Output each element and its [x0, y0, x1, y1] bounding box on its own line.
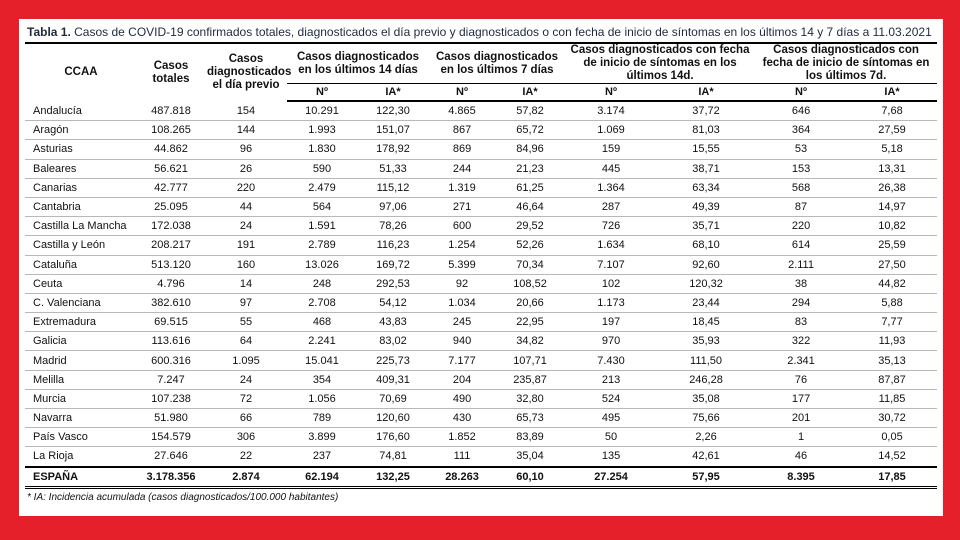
table-cell: 430: [429, 409, 495, 428]
table-cell: 26,38: [847, 178, 937, 197]
table-cell: 35,08: [657, 389, 755, 408]
header-ia: IA*: [847, 84, 937, 102]
row-ccaa-name: Asturias: [25, 140, 137, 159]
table-cell: 122,30: [357, 101, 429, 121]
table-cell: 42.777: [137, 178, 205, 197]
table-cell: 27.646: [154, 450, 188, 463]
table-cell: 245: [429, 313, 495, 332]
table-cell: 87,87: [847, 370, 937, 389]
caption-text: Casos de COVID-19 confirmados totales, diagnosticados el día previo y diagnosticados o con fecha de inicio de síntomas en los últimos 14 y 7 días a 11.03.2021: [70, 25, 932, 39]
table-row: [25, 274, 937, 293]
table-cell: 74,81: [379, 450, 407, 463]
table-cell: 97,06: [357, 197, 429, 216]
table-cell: 22: [239, 450, 253, 463]
table-cell: 1.364: [565, 178, 657, 197]
table-cell: 4.796: [137, 274, 205, 293]
table-cell: 32,80: [495, 389, 565, 408]
table-row: [25, 140, 937, 159]
table-cell: 220: [205, 178, 287, 197]
table-cell: 1.254: [429, 236, 495, 255]
table-row: [25, 293, 937, 312]
table-cell: 51.980: [137, 409, 205, 428]
table-cell: 69.515: [137, 313, 205, 332]
table-cell: 13,31: [847, 159, 937, 178]
table-cell: 5,18: [847, 140, 937, 159]
row-ccaa-name: Melilla: [25, 370, 137, 389]
table-cell: 590: [287, 159, 357, 178]
table-cell: 113.616: [137, 332, 205, 351]
table-cell: 52,26: [495, 236, 565, 255]
table-cell: 61,25: [495, 178, 565, 197]
table-cell: 294: [755, 293, 847, 312]
table-cell: 524: [565, 389, 657, 408]
table-cell: 248: [287, 274, 357, 293]
table-cell: 2.789: [287, 236, 357, 255]
table-body: [25, 101, 937, 467]
table-cell: 445: [565, 159, 657, 178]
row-ccaa-name: Ceuta: [25, 274, 137, 293]
table-cell: 78,26: [357, 217, 429, 236]
table-cell: 11,93: [847, 332, 937, 351]
table-cell: 144: [205, 121, 287, 140]
table-row: [25, 197, 937, 216]
table-cell: 84,96: [495, 140, 565, 159]
table-cell: 102: [565, 274, 657, 293]
header-ccaa: CCAA: [25, 43, 137, 101]
total-label: ESPAÑA: [25, 467, 137, 488]
row-ccaa-name: Cantabria: [25, 197, 137, 216]
table-row: [25, 409, 937, 428]
table-cell: 92: [429, 274, 495, 293]
total-cell: 28.263: [429, 467, 495, 488]
total-cell: 57,95: [657, 467, 755, 488]
table-cell: 1.173: [565, 293, 657, 312]
table-cell: 53: [755, 140, 847, 159]
table-cell: 1.069: [565, 121, 657, 140]
table-cell: 246,28: [657, 370, 755, 389]
table-cell: 3.899: [287, 428, 357, 447]
table-cell: 564: [287, 197, 357, 216]
table-cell: 35,93: [657, 332, 755, 351]
total-cell: 2.874: [205, 467, 287, 488]
table-cell: 92,60: [657, 255, 755, 274]
table-cell: 1: [755, 428, 847, 447]
table-cell: 940: [429, 332, 495, 351]
table-cell: 191: [205, 236, 287, 255]
table-cell: 10,82: [847, 217, 937, 236]
table-cell: 7,77: [847, 313, 937, 332]
table-cell: 18,45: [657, 313, 755, 332]
header-n: Nº: [429, 84, 495, 102]
table-cell: 27,59: [847, 121, 937, 140]
table-cell: 24: [205, 370, 287, 389]
table-cell: 34,82: [495, 332, 565, 351]
table-caption: [25, 25, 937, 39]
total-cell: 8.395: [755, 467, 847, 488]
table-cell: 1.034: [429, 293, 495, 312]
row-ccaa-name: País Vasco: [25, 428, 137, 447]
table-row: [25, 447, 937, 467]
table-cell: 225,73: [357, 351, 429, 370]
table-cell: 42,61: [692, 450, 720, 463]
total-cell: 17,85: [847, 467, 937, 488]
total-cell: 60,10: [495, 467, 565, 488]
table-cell: 111,50: [657, 351, 755, 370]
table-cell: 169,72: [357, 255, 429, 274]
table-cell: 151,07: [357, 121, 429, 140]
table-cell: 306: [205, 428, 287, 447]
table-cell: 25,59: [847, 236, 937, 255]
header-sint7: Casos diagnosticados con fecha de inicio de síntomas en los últimos 7d.: [755, 43, 937, 84]
table-cell: 107,71: [495, 351, 565, 370]
row-ccaa-name: Canarias: [25, 178, 137, 197]
table-cell: 81,03: [657, 121, 755, 140]
table-cell: 153: [755, 159, 847, 178]
table-cell: 44: [205, 197, 287, 216]
table-cell: 237: [312, 450, 332, 463]
table-cell: 2.341: [755, 351, 847, 370]
table-cell: 20,66: [495, 293, 565, 312]
table-row: [25, 101, 937, 121]
table-cell: 1.634: [565, 236, 657, 255]
row-ccaa-name: Extremadura: [25, 313, 137, 332]
table-cell: 37,72: [657, 101, 755, 121]
row-ccaa-name: La Rioja: [33, 450, 74, 463]
row-ccaa-name: Cataluña: [25, 255, 137, 274]
table-cell: 468: [287, 313, 357, 332]
total-cell: 3.178.356: [137, 467, 205, 488]
table-cell: 107.238: [137, 389, 205, 408]
table-cell: 154.579: [137, 428, 205, 447]
table-cell: 21,23: [495, 159, 565, 178]
table-cell: 2.111: [755, 255, 847, 274]
covid-cases-table: [25, 42, 937, 489]
table-cell: 354: [287, 370, 357, 389]
table-cell: 111: [453, 450, 471, 463]
table-cell: 50: [565, 428, 657, 447]
header-previo: Casos diagnosticados el día previo: [205, 43, 287, 101]
total-cell: 62.194: [287, 467, 357, 488]
table-cell: 287: [565, 197, 657, 216]
table-cell: 57,82: [495, 101, 565, 121]
table-cell: 66: [205, 409, 287, 428]
table-cell: 44.862: [137, 140, 205, 159]
table-cell: 120,32: [657, 274, 755, 293]
table-cell: 235,87: [495, 370, 565, 389]
table-cell: 409,31: [357, 370, 429, 389]
row-ccaa-name: Navarra: [25, 409, 137, 428]
table-cell: 220: [755, 217, 847, 236]
table-cell: 1.993: [287, 121, 357, 140]
table-cell: 23,44: [657, 293, 755, 312]
table-row: [25, 236, 937, 255]
table-cell: 495: [565, 409, 657, 428]
table-cell: 867: [429, 121, 495, 140]
table-cell: 869: [429, 140, 495, 159]
table-cell: 27,50: [847, 255, 937, 274]
table-cell: 83: [755, 313, 847, 332]
table-cell: 177: [755, 389, 847, 408]
table-cell: 26: [205, 159, 287, 178]
table-cell: 25.095: [137, 197, 205, 216]
table-cell: 55: [205, 313, 287, 332]
table-cell: 1.830: [287, 140, 357, 159]
table-cell: 70,69: [357, 389, 429, 408]
table-cell: 63,34: [657, 178, 755, 197]
row-ccaa-name: C. Valenciana: [25, 293, 137, 312]
table-row: [25, 389, 937, 408]
footnote: * IA: Incidencia acumulada (casos diagnosticados/100.000 habitantes): [27, 491, 339, 503]
table-cell: 7.107: [565, 255, 657, 274]
table-cell: 292,53: [357, 274, 429, 293]
table-cell: 68,10: [657, 236, 755, 255]
table-cell: 364: [755, 121, 847, 140]
table-cell: 14: [205, 274, 287, 293]
table-cell: 108.265: [137, 121, 205, 140]
table-cell: 14,97: [847, 197, 937, 216]
table-row: [25, 332, 937, 351]
table-cell: 22,95: [495, 313, 565, 332]
table-cell: 568: [755, 178, 847, 197]
table-cell: 1.056: [287, 389, 357, 408]
row-ccaa-name: Castilla y León: [25, 236, 137, 255]
table-cell: 970: [565, 332, 657, 351]
table-cell: 49,39: [657, 197, 755, 216]
table-cell: 322: [755, 332, 847, 351]
row-ccaa-name: Galicia: [25, 332, 137, 351]
table-cell: 65,72: [495, 121, 565, 140]
table-row: [25, 121, 937, 140]
table-cell: 46: [794, 450, 808, 463]
table-cell: 13.026: [287, 255, 357, 274]
table-cell: 213: [565, 370, 657, 389]
table-cell: 7.247: [137, 370, 205, 389]
table-cell: 159: [565, 140, 657, 159]
table-cell: 51,33: [357, 159, 429, 178]
table-cell: 120,60: [357, 409, 429, 428]
table-cell: 726: [565, 217, 657, 236]
table-cell: 64: [205, 332, 287, 351]
table-cell: 600: [429, 217, 495, 236]
table-cell: 2,26: [657, 428, 755, 447]
row-ccaa-name: Castilla La Mancha: [25, 217, 137, 236]
table-cell: 1.319: [429, 178, 495, 197]
table-cell: 154: [205, 101, 287, 121]
table-cell: 2.708: [287, 293, 357, 312]
table-cell: 3.174: [565, 101, 657, 121]
table-cell: 382.610: [137, 293, 205, 312]
header-totales: Casos totales: [137, 43, 205, 101]
table-cell: 87: [755, 197, 847, 216]
total-cell: 27.254: [565, 467, 657, 488]
table-cell: 646: [755, 101, 847, 121]
header-diag7: Casos diagnosticados en los últimos 7 días: [429, 43, 565, 84]
table-row: [25, 255, 937, 274]
table-cell: 4.865: [429, 101, 495, 121]
table-cell: 7.430: [565, 351, 657, 370]
table-row: [25, 428, 937, 447]
table-cell: 75,66: [657, 409, 755, 428]
row-ccaa-name: Murcia: [25, 389, 137, 408]
table-row: [25, 178, 937, 197]
header-sint14: Casos diagnosticados con fecha de inicio de síntomas en los últimos 14d.: [565, 43, 755, 84]
header-ia: IA*: [657, 84, 755, 102]
table-cell: 44,82: [847, 274, 937, 293]
row-ccaa-name: Andalucía: [25, 101, 137, 121]
table-cell: 14,52: [878, 450, 906, 463]
table-cell: 197: [565, 313, 657, 332]
table-cell: 46,64: [495, 197, 565, 216]
table-cell: 83,89: [495, 428, 565, 447]
row-ccaa-name: Aragón: [25, 121, 137, 140]
table-cell: 271: [429, 197, 495, 216]
table-cell: 600.316: [137, 351, 205, 370]
header-n: Nº: [755, 84, 847, 102]
table-cell: 5.399: [429, 255, 495, 274]
table-cell: 35,13: [847, 351, 937, 370]
header-diag14: Casos diagnosticados en los últimos 14 días: [287, 43, 429, 84]
table-row: [25, 351, 937, 370]
table-cell: 204: [429, 370, 495, 389]
table-cell: 72: [205, 389, 287, 408]
table-cell: 7.177: [429, 351, 495, 370]
table-cell: 15,55: [657, 140, 755, 159]
table-cell: 38,71: [657, 159, 755, 178]
table-cell: 244: [429, 159, 495, 178]
table-cell: 1.852: [429, 428, 495, 447]
table-cell: 789: [287, 409, 357, 428]
table-cell: 11,85: [847, 389, 937, 408]
header-n: Nº: [287, 84, 357, 102]
total-row: [25, 467, 937, 488]
table-cell: 2.241: [287, 332, 357, 351]
header-ia: IA*: [357, 84, 429, 102]
table-cell: 201: [755, 409, 847, 428]
table-cell: 614: [755, 236, 847, 255]
table-cell: 38: [755, 274, 847, 293]
table-sheet: [19, 19, 943, 516]
table-cell: 70,34: [495, 255, 565, 274]
table-cell: 43,83: [357, 313, 429, 332]
table-cell: 29,52: [495, 217, 565, 236]
table-cell: 2.479: [287, 178, 357, 197]
table-cell: 1.095: [205, 351, 287, 370]
table-cell: 0,05: [847, 428, 937, 447]
table-cell: 513.120: [137, 255, 205, 274]
table-cell: 30,72: [847, 409, 937, 428]
table-row: [25, 370, 937, 389]
table-cell: 115,12: [357, 178, 429, 197]
table-cell: 83,02: [357, 332, 429, 351]
table-cell: 487.818: [137, 101, 205, 121]
table-cell: 76: [755, 370, 847, 389]
table-cell: 1.591: [287, 217, 357, 236]
table-cell: 108,52: [495, 274, 565, 293]
table-cell: 15.041: [287, 351, 357, 370]
table-cell: 97: [205, 293, 287, 312]
table-cell: 10.291: [287, 101, 357, 121]
caption-label: Tabla 1.: [27, 25, 71, 39]
table-cell: 35,71: [657, 217, 755, 236]
table-cell: 65,73: [495, 409, 565, 428]
table-cell: 172.038: [137, 217, 205, 236]
table-cell: 56.621: [137, 159, 205, 178]
row-ccaa-name: Madrid: [25, 351, 137, 370]
table-cell: 96: [205, 140, 287, 159]
table-row: [25, 159, 937, 178]
table-cell: 116,23: [357, 236, 429, 255]
table-cell: 7,68: [847, 101, 937, 121]
table-cell: 490: [429, 389, 495, 408]
table-cell: 160: [205, 255, 287, 274]
table-cell: 54,12: [357, 293, 429, 312]
header-ia: IA*: [495, 84, 565, 102]
total-cell: 132,25: [357, 467, 429, 488]
table-cell: 35,04: [516, 450, 544, 463]
table-row: [25, 217, 937, 236]
table-cell: 178,92: [357, 140, 429, 159]
table-cell: 24: [205, 217, 287, 236]
table-row: [25, 313, 937, 332]
row-ccaa-name: Baleares: [25, 159, 137, 178]
table-cell: 208.217: [137, 236, 205, 255]
header-n: Nº: [565, 84, 657, 102]
table-cell: 5,88: [847, 293, 937, 312]
table-cell: 135: [601, 450, 621, 463]
table-cell: 176,60: [357, 428, 429, 447]
